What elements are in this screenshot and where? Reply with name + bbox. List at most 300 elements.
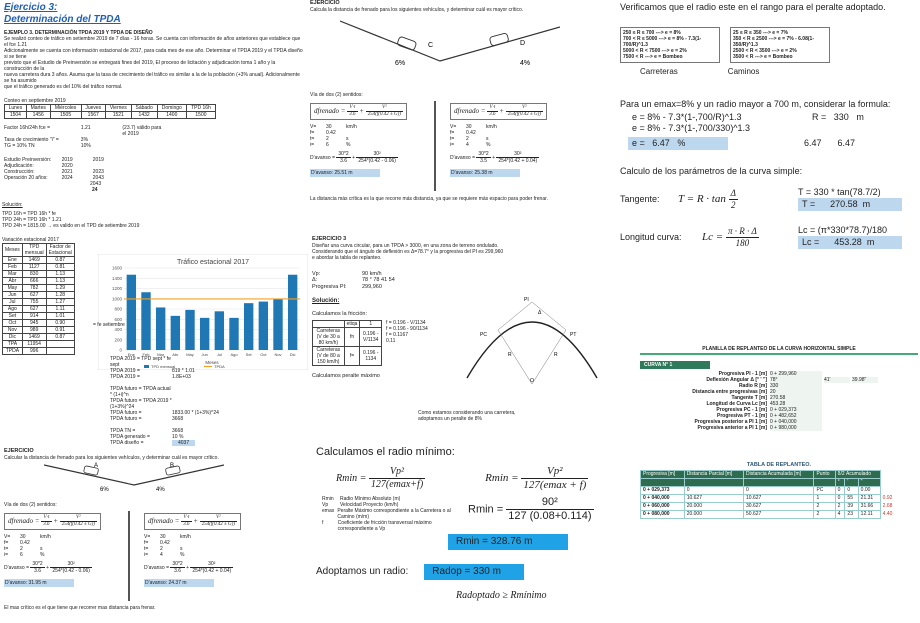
x-tick-label: Dic [289, 352, 296, 357]
var-cell: 30 [326, 124, 332, 131]
y-tick-label: 400 [114, 327, 122, 332]
vars-mid-b [450, 124, 560, 148]
planilla-lbl: Progresiva PC - 1 [m] [716, 407, 767, 413]
radius-value: R = 330 m [812, 112, 864, 122]
estacional-cell: 0.90 [46, 320, 74, 327]
estacional-cell: 1469 [22, 334, 46, 341]
planilla-val: 0 + 040,000 [770, 419, 822, 425]
body-line: que el tráfico generado es del 10% del tráfico normal. [4, 84, 123, 90]
ej3-data-row [312, 277, 442, 284]
replanteo-cell: 2 [814, 502, 835, 510]
planilla-val: 0 + 299,960 [770, 371, 822, 377]
estacional-cell: Abr [3, 278, 23, 285]
replanteo-subheader [684, 478, 743, 486]
replanteo-cell: 55 [845, 494, 858, 502]
replanteo-cell: 0 [684, 486, 743, 494]
bar [244, 303, 253, 350]
rmin-calc: Rmin = $\frac{\text{90²}}{127 (0.08+0.114)}$ [468, 496, 592, 522]
grade-mid-left: 6% [395, 59, 406, 67]
legend-row [322, 520, 462, 532]
replanteo-cell: 21.31 [858, 494, 880, 502]
replanteo-cell: 39 [845, 502, 858, 510]
planilla-lbl: Distancia entre progresivas [m] [692, 389, 767, 395]
x-tick-label: Mar [157, 352, 165, 357]
replanteo-cell: 0 [845, 486, 858, 494]
replanteo-cell: 23 [845, 510, 858, 518]
ej3-data-val: 299,960 [362, 283, 382, 290]
tpda-lbl: TPDA generado = [110, 434, 150, 440]
friction-table [312, 320, 382, 366]
plan-row-cell: 2019 [61, 157, 73, 163]
plan-list [4, 157, 124, 181]
estacional-header: Factor de Estacional [46, 244, 74, 257]
carretera-rule: 7500 < R ---> e = Bombeo [623, 54, 683, 60]
chart-container [98, 254, 308, 370]
var-cell: V= [310, 124, 317, 131]
conteo-value: 1400 [157, 112, 186, 119]
conteo-value: 1504 [5, 112, 27, 119]
estacional-table [2, 243, 75, 355]
chart-title: Tráfico estacional 2017 [176, 259, 250, 266]
calc-a: D'avanso = $\frac{30*2}{3.6}$ + $\frac{\text{30²}}{254*(0.42 - 0.06)}$ [4, 561, 90, 575]
rmin-legend [322, 496, 462, 532]
ej3-line: e abordar la tabla de replanteo. [312, 254, 382, 261]
var-row [450, 142, 560, 148]
legend-desc: Coeficiente de fricción transversal máximo correspondiente a Vp [337, 520, 432, 532]
vehicle-a-label: A [94, 462, 99, 469]
tpda-line-row [110, 386, 230, 398]
factor-row-cell: (23.7) válido para el 2019 [122, 125, 162, 137]
table-row [3, 299, 75, 306]
ej3-line: Diseñar una curva circular, para un TPDA > 3000, en una zona de terreno ondulado. [312, 242, 499, 249]
curve-label-r2: R [554, 352, 558, 358]
var-cell: 30 [466, 124, 472, 131]
road-diagram [44, 461, 224, 495]
replanteo-cell: 2 [814, 510, 835, 518]
plan-row-cell: Operación 20 años: [4, 175, 48, 181]
tpda-lbl: TPDA futuro = TPDA 2019 * (1+3%)^24 [110, 398, 172, 410]
frenado-col-a [4, 511, 114, 601]
ej3-calc-f: Calculamos la fricción: [312, 311, 368, 318]
ej3-body [312, 243, 612, 261]
plan-row-cell: Adjudicación: [4, 163, 34, 169]
curve-label-pi: PI [524, 297, 529, 303]
replanteo-cell: 2.68 [882, 503, 893, 510]
replanteo-cell: 31.66 [858, 502, 880, 510]
formula-mid-a: dfrenado = $\frac{V\cdot t}{3.6}$ + $\frac{\text{V²}}{254(f(0.42 \pm G))}$ [310, 103, 407, 120]
table-row [641, 494, 898, 502]
caminos-label: Caminos [727, 67, 760, 76]
legend-desc: Velocidad Proyecto (km/h) [340, 502, 399, 508]
var-cell: km/h [180, 534, 191, 541]
planilla-lbl: Progresiva PI - 1 [m] [718, 371, 767, 377]
y-tick-label: 1600 [111, 265, 122, 271]
table-row [313, 346, 382, 365]
grade-right: 4% [156, 486, 165, 493]
ej3-line: Considerando que el ángulo de deflexión es Δ=78.7° y la progresiva del PI es 299,960 [312, 248, 504, 255]
estacional-header: Meses [3, 244, 23, 257]
solucion-line: TPD 24h = TPD 16h * 1.21 [2, 217, 62, 223]
planilla-lbl: Radio R [m] [738, 383, 767, 389]
table-row [3, 271, 75, 278]
bar [288, 275, 297, 350]
formula-box-b: dfrenado = $\frac{V\cdot t}{3.6}$ + $\frac{\text{V²}}{254(f(0.42 \pm G))}$ [144, 513, 241, 530]
legend-row [322, 508, 462, 520]
factor-row-cell: TG = 10% TN [4, 143, 35, 149]
var-cell: f= [310, 130, 315, 137]
calc-b: D'avanso = $\frac{30*2}{3.6}$ + $\frac{\text{30²}}{254*(0.42 + 0.04)}$ [144, 561, 232, 575]
table-row [3, 313, 75, 320]
conteo-table [4, 104, 216, 119]
ftab-cell: 0.196 - 1134 [360, 346, 382, 365]
x-tick-label: May [186, 352, 194, 357]
var-cell: km/h [486, 124, 497, 131]
table-row [3, 278, 75, 285]
ftab-header: 1 [360, 320, 382, 327]
estacional-cell: TPA [3, 341, 23, 348]
camino-rule: 25 ≤ R ≤ 350 ---> e = 7% [733, 30, 788, 36]
estacional-cell: Jun [3, 292, 23, 299]
var-cell: i= [450, 142, 455, 149]
tangent-formula: T = R · tan $\frac{\Delta}{2}$ [678, 187, 736, 210]
y-tick-label: 0 [119, 347, 122, 353]
estacional-cell: 11954 [22, 341, 46, 348]
factors-list [4, 125, 164, 149]
estacional-cell: Ene [3, 257, 23, 264]
curve-label-o: O [530, 378, 534, 384]
estacional-cell: Oct [3, 320, 23, 327]
conteo-header: Martes [26, 105, 50, 112]
replanteo-cell: 30.627 [744, 502, 814, 510]
calc-mid-a: D'avanso = $\frac{30*2}{3.6}$ + $\frac{\text{30²}}{254*(0.42 - 0.06)}$ [310, 151, 396, 165]
tpda-val: 3668 [172, 416, 184, 422]
verif-text: Verificamos que el radio este en el rango para el peralte adoptado. [620, 2, 886, 12]
planilla-val: 330 [770, 383, 822, 389]
replanteo-cell: 1 [814, 494, 835, 502]
factor-row [4, 143, 164, 149]
carretera-rule: 700 < R ≤ 5000 ---> e = 8% - 7.3(1-700/R)^1.3 [623, 36, 702, 48]
ftab-cell: Carreteras (V de 80 a 150 km/h) [313, 346, 345, 365]
camino-rule: 350 < R ≤ 2500 ---> e = 7% - 6.08(1-350/R)^1.3 [733, 36, 814, 48]
planilla-lbl: Longitud de Curva Lc [m] [706, 401, 767, 407]
body-line: Se realizó conteo de tráfico en setiembre 2019 de 7 días - 16 horas. Se cuenta con información de años anteriores que establece que el fce 1.21 [4, 36, 301, 48]
tpda-lbl: TPDA TN = [110, 428, 136, 434]
exercise-title: Ejercicio 3: [4, 2, 58, 13]
y-tick-label: 1400 [111, 275, 122, 281]
replanteo-cell: 0 [835, 486, 845, 494]
legend-desc: Peralte Máximo correspondiente a la Carretera o al Camino (m/m) [337, 508, 451, 520]
tangent-label: Tangente: [620, 193, 660, 204]
lc-label: Longitud curva: [620, 231, 682, 242]
estacional-cell [46, 341, 74, 348]
ej3-data-val: 90 km/h [362, 270, 382, 277]
var-cell: s [486, 136, 489, 143]
y-tick-label: 800 [114, 306, 122, 312]
var-cell: 0.42 [466, 130, 476, 137]
ej3-data-lbl: Progresiva PI: [312, 283, 347, 290]
var-cell: t= [450, 136, 455, 143]
var-cell: 30 [20, 534, 26, 541]
frenado-mid-title: EJERCICIO [310, 0, 340, 6]
estacional-cell: 666 [22, 278, 46, 285]
var-row [144, 552, 254, 558]
calc-params: Calculo de los parámetros de la curva simple: [620, 166, 803, 176]
estacional-cell: 1.13 [46, 278, 74, 285]
panel-frenado-left [4, 448, 304, 620]
estacional-cell: 1469 [22, 257, 46, 264]
var-cell: V= [4, 534, 11, 541]
panel-radio-minimo [316, 446, 616, 621]
estacional-cell: 0.91 [46, 327, 74, 334]
panel-frenado-mid [310, 0, 610, 222]
bar [127, 275, 136, 350]
var-cell: % [486, 142, 491, 149]
planilla-val: 41' [824, 377, 850, 383]
ftab-header [313, 320, 345, 327]
legend-sym: emax [322, 508, 335, 514]
solucion-lines [2, 211, 302, 229]
tpda-val: 4037 [172, 440, 195, 446]
conteo-title: Conteo en septiembre 2019 [4, 98, 66, 104]
replanteo-cell: 0 + 029,373 [641, 486, 685, 494]
var-cell: 0.42 [160, 540, 170, 547]
conteo-header: Sábado [131, 105, 157, 112]
result-a: D'avanso: 31.95 m [4, 579, 74, 587]
ej3-calc-p: Calculamos peralte máximo [312, 372, 380, 379]
var-cell: km/h [346, 124, 357, 131]
replanteo-cell: 0 + 060,000 [641, 502, 685, 510]
x-tick-label: Ene [127, 352, 135, 357]
var-cell: s [180, 546, 183, 553]
rmin-title: Calculamos el radio mínimo: [316, 446, 455, 458]
conteo-value: 1500 [186, 112, 215, 119]
var-cell: i= [310, 142, 315, 149]
planilla-row [640, 425, 918, 431]
factor-row [4, 125, 164, 137]
planilla-lbl: Progresiva PT - 1 [m] [716, 413, 767, 419]
tpda-lbl: TPDA futuro = TPDA actual * (1+i)^n [110, 386, 171, 398]
para-text: Para un emax=8% y un radio mayor a 700 m, considerar la formula: [620, 99, 891, 109]
plan-row-cell: 2020 [61, 163, 73, 169]
replanteo-cell [880, 486, 897, 494]
factor-row-cell: 3% [80, 137, 89, 143]
legend-desc: Radio Mínimo Absoluto (m) [340, 496, 401, 502]
e-check-a: 6.47 [804, 138, 822, 148]
replanteo-subheader [641, 478, 685, 486]
replanteo-header: Distancia Acumulada [m] [744, 470, 814, 478]
panel-tabla-replanteo [640, 462, 918, 522]
frenado-sub: Calcular la distancia de frenado para los siguientes vehículos, y determinar cuál es mayor crítico. [4, 454, 219, 461]
replanteo-header: Distancia Parcial [m] [684, 470, 743, 478]
bar [273, 299, 282, 350]
estacional-title: Variación estacional 2017 [2, 237, 59, 243]
table-row [3, 348, 75, 355]
x-tick-label: Ago [230, 352, 238, 357]
var-row [310, 142, 420, 148]
planilla-val: 78° [770, 377, 822, 383]
tpda-line-row [110, 356, 230, 368]
estacional-cell: 996 [22, 348, 46, 355]
y-tick-label: 200 [114, 337, 122, 343]
ej3-solucion: Solución: [312, 298, 340, 305]
replanteo-header: Punto [814, 470, 835, 478]
e-check-b: 6.47 [837, 138, 856, 148]
tpda-val: 10 % [172, 434, 184, 440]
ej3-data-lbl: Δ: [312, 277, 318, 284]
adopt-inequality: Radoptado ≥ Rmínimo [456, 590, 547, 601]
estacional-cell: 830 [22, 271, 46, 278]
e-formula-2: e = 8% - 7.3*(1-,700/330)^1.3 [632, 123, 751, 133]
divider [128, 511, 130, 601]
var-cell: i= [4, 552, 9, 559]
x-tick-label: Abr [172, 352, 179, 357]
replanteo-cell: 2 [835, 502, 845, 510]
estacional-cell: 755 [22, 299, 46, 306]
ftab-res-line: 0.11 [386, 337, 396, 344]
rmin-result: Rmin = 328.76 m [448, 534, 568, 550]
curve-label-delta: Δ [538, 310, 542, 316]
replanteo-subheader: ° [835, 478, 845, 486]
curve-label-pt: PT [570, 332, 577, 338]
frenado-foot: El mas crítico es el que tiene que recorrer mas distancia para frenar. [4, 604, 156, 611]
planilla-val: 0 + 482,652 [770, 413, 822, 419]
estacional-cell: 1.01 [46, 313, 74, 320]
replanteo-cell: 20.000 [684, 510, 743, 518]
legend-sym: Rmin [322, 496, 334, 502]
rmin-formula-big: Rmin = Vp² 127(emax + f) [485, 465, 587, 491]
var-cell: i= [144, 552, 149, 559]
x-tick-label: Set [245, 352, 252, 357]
estacional-cell: 782 [22, 285, 46, 292]
var-cell: 2 [326, 136, 329, 143]
conteo-header: Viernes [105, 105, 131, 112]
factor-row-cell [122, 143, 164, 149]
tpda-line-row [110, 398, 230, 410]
rmin-formula: Rmin = Vp² 127(emax+f) [336, 466, 424, 490]
x-tick-label: Oct [260, 352, 267, 357]
replanteo-cell: 0.00 [858, 486, 880, 494]
conteo-value: 1567 [81, 112, 105, 119]
var-cell: 6 [20, 552, 23, 559]
table-row [3, 292, 75, 299]
caminos-box [730, 27, 830, 63]
result-b: D'avanso: 24.37 m [144, 579, 214, 587]
bar [229, 318, 238, 350]
table-row [3, 257, 75, 264]
ftab-cell: f= [344, 346, 360, 365]
conteo-value: 1505 [50, 112, 81, 119]
ej3-title: EJERCICIO 3 [312, 236, 347, 242]
var-cell: 0.42 [20, 540, 30, 547]
tpda-lbl: TPDA 2019 = [110, 374, 140, 380]
curve-label-pc: PC [480, 332, 487, 338]
bar [200, 318, 209, 350]
panel-right [620, 2, 918, 342]
ftab-cell: 0.196 - V/1134 [360, 327, 382, 346]
body-line: nueva carretera dura 3 años. Asuma que la tasa de crecimiento del tráfico es similar a la de la población (+3% anual). Adicionalmente se ha asumido [4, 72, 300, 84]
bar [141, 292, 150, 350]
factor-row-cell: 1.21 [80, 125, 91, 131]
solucion-label: Solución: [2, 202, 23, 208]
estacional-cell: 1.27 [46, 299, 74, 306]
table-row [641, 486, 898, 494]
replanteo-cell: 0.92 [882, 495, 893, 502]
result-mid-a: D'avanso: 25.51 m [310, 169, 380, 177]
ej3-data-row [312, 284, 442, 291]
vars-mid-a [310, 124, 420, 148]
replanteo-subheader: " [858, 478, 880, 486]
conteo-header: TPD 16h [186, 105, 215, 112]
table-row [641, 510, 898, 518]
frenado-mid-foot: La distancia más crítica es la que recorre más distancia, ya que se requiere más espacio para poder frenar. [310, 195, 548, 202]
table-row [641, 502, 898, 510]
planilla-lbl: Tangente T [m] [731, 395, 767, 401]
var-cell: t= [4, 546, 9, 553]
table-row [3, 285, 75, 292]
vehicle-c-label: C [428, 41, 434, 49]
conteo-value: 1456 [26, 112, 50, 119]
camino-rule: 2500 < R < 3500 ---> e = 2% [733, 48, 797, 54]
plan-extra: 2043 [90, 181, 102, 187]
replanteo-header: δ/2 Acumulado [835, 470, 880, 478]
tangent-expr: T = 330 * tan(78.7/2) [798, 187, 881, 197]
table-row [313, 327, 382, 346]
tpda-lbl: TPDA diseño = [110, 440, 144, 446]
planilla-lbl: Progresiva anterior a PI 1 [m] [697, 425, 767, 431]
replanteo-cell: 10.627 [744, 494, 814, 502]
divider-mid [434, 101, 436, 191]
replanteo-header: Progresiva [m] [641, 470, 685, 478]
estacional-cell: May [3, 285, 23, 292]
grade-left: 6% [100, 486, 109, 493]
replanteo-cell: 4 [835, 510, 845, 518]
x-tick-label: Feb [142, 352, 150, 357]
e-result: e = 6.47 % [628, 137, 728, 150]
tpda-line-row [110, 440, 230, 446]
replanteo-cell: 0 [744, 486, 814, 494]
vehicle-b-label: B [170, 462, 175, 469]
replanteo-subheader [814, 478, 835, 486]
friction-result [386, 320, 428, 366]
vehicle-d-label: D [520, 39, 526, 47]
estacional-cell: Dic [3, 334, 23, 341]
replanteo-cell: 0 [835, 494, 845, 502]
estacional-cell [46, 348, 74, 355]
curve-diagram [462, 296, 602, 386]
estacional-cell: Ago [3, 306, 23, 313]
frenado-mid-col-a [310, 101, 420, 191]
tpda-val: 1833.00 * (1+3%)^24 [172, 410, 219, 416]
via-label: Vía de dos (2) sentidos: [4, 501, 57, 508]
tpda-lbl: TPDA futuro = [110, 416, 142, 422]
replanteo-subheader: ' [845, 478, 858, 486]
var-cell: s [40, 546, 43, 553]
bar [259, 302, 268, 350]
table-row [3, 334, 75, 341]
frenado-title: EJERCICIO [4, 448, 34, 454]
replanteo-subheader [744, 478, 814, 486]
x-tick-label: Jul [216, 352, 222, 357]
camino-rule: 3500 < R ---> e = Bombeo [733, 54, 793, 60]
estacional-cell: 627 [22, 292, 46, 299]
bar [215, 311, 224, 350]
exercise-subtitle: Determinación del TPDA [4, 14, 121, 25]
curve-label-r: R [508, 352, 512, 358]
lc-formula: Lc = $\frac{\pi \cdot R \cdot \Delta}{180}$ [702, 225, 757, 248]
estacional-cell: Nov [3, 327, 23, 334]
solucion-line: TPD 16h = TPD 16h * fe [2, 211, 56, 217]
table-row [3, 264, 75, 271]
